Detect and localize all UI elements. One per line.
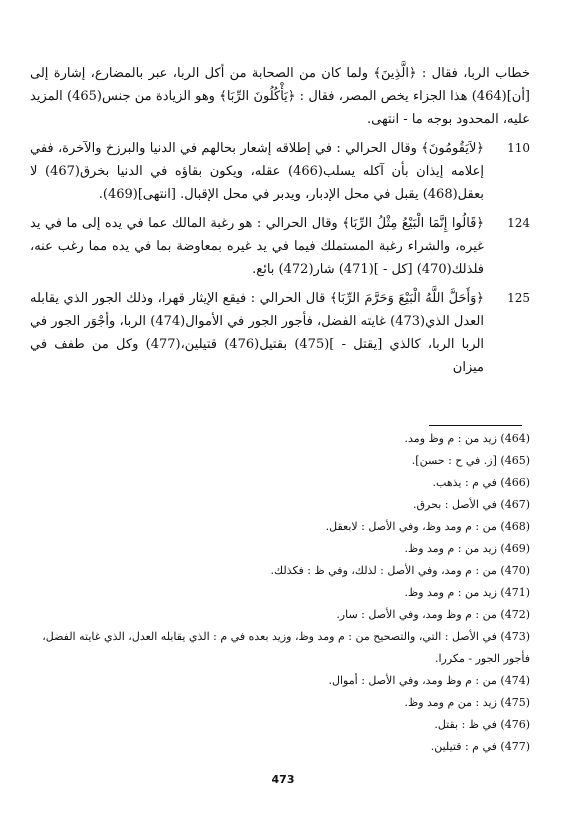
footnote [30,714,530,736]
footnote [30,538,530,560]
footnote [30,604,530,626]
footnote [30,736,530,758]
footnote-number: (469) [500,542,530,555]
footnote-text: في ظ : بقتل. [434,718,497,731]
verse-number: 124 [507,216,530,230]
footnote-text: في الأصل : بحرق. [413,498,497,511]
footnote [30,428,530,450]
footnote [30,494,530,516]
paragraph-intro [30,62,530,131]
footnote-number: (471) [500,586,530,599]
footnote-text: في الأصل : التي، والتصحيح من : م ومد وظ، وزيد بعده في م : الذي يقابله العدل، الذي غايته الفضل، فأجور الجور - مكررا. [42,630,530,665]
page-number: 473 [271,773,295,786]
footnote-text: زيد : من م ومد وظ. [404,696,497,709]
paragraph-text: ﴿قَالُوا إِنَّمَا الْبَيْعُ مِثْلُ الرِّبَا﴾ وقال الحرالي : هو رغبة المالك عما في يده إلى ما في يد غيره، والشراء رغبة المستملك فيما في يد غيره بمعاوضة بما في يده مما رغب عنه، فلذلك(470) [كل - ](471) شار(472) بائع. [30,216,484,277]
footnote [30,670,530,692]
footnote-number: (477) [500,740,530,753]
footnote-number: (468) [500,520,530,533]
footnote-number: (470) [500,564,530,577]
footnote [30,450,530,472]
footnote [30,582,530,604]
footnote [30,560,530,582]
main-text [30,62,530,385]
footnote-number: (464) [500,432,530,445]
footnote-text: في م : قتيلين. [430,740,497,753]
footnotes [30,428,530,758]
footnote-number: (467) [500,498,530,511]
footnote-text: زيد من : م ومد وظ. [404,586,497,599]
paragraph-110 [30,137,530,206]
footnote-text: من : م ومد، وفي الأصل : لذلك، وفي ظ : فكذلك. [270,564,497,577]
footnote [30,472,530,494]
paragraph-125 [30,287,530,379]
footnote-text: في م : يذهب. [432,476,497,489]
footnote [30,692,530,714]
footnote-text: من : م ومد وظ، وفي الأصل : لابعقل. [325,520,497,533]
footnote-text: زيد من : م وظ ومد. [404,432,497,445]
paragraph-text: ﴿لاَيَقُومُونَ﴾ وقال الحرالي : في إطلاقه إشعار بحالهم في الدنيا والبرزخ والآخرة، ففي إعلامه إيذان بأن آكله يسلب(466) عقله، ويكون بقاؤه في الدنيا بخرق(467) لا بعقل(468) يقبل في محل الإدبار، ويدبر في محل الإقبال. [انتهى](469). [30,141,484,202]
footnote [30,516,530,538]
footnote-number: (474) [500,674,530,687]
footnote-text: [ز. في ح : حسن]. [411,454,497,467]
paragraph-text: خطاب الربا، فقال : ﴿الَّذِينَ﴾ ولما كان من الصحابة من أكل الربا، عبر بالمضارع، إشارة إلى [أن](464) هذا الجزاء يخص المصر، فقال : ﴿يَأْكُلُونَ الرِّبَا﴾ وهو الزيادة من جنس(465) المزيد عليه، المحدود بوجه ما - انتهى. [30,66,530,127]
paragraph-124 [30,212,530,281]
footnote [30,626,530,670]
footnote-text: من : م وظ ومد، وفي الأصل : سار. [336,608,497,621]
footnote-number: (473) [500,630,530,643]
footnote-number: (466) [500,476,530,489]
footnote-text: من : م وظ ومد، وفي الأصل : أموال. [328,674,497,687]
footnote-number: (465) [500,454,530,467]
footnote-number: (472) [500,608,530,621]
footnote-number: (475) [500,696,530,709]
verse-number: 110 [507,141,530,155]
paragraph-text: ﴿وَأَحَلَّ اللَّهُ الْبَيْعَ وَحَرَّمَ الرِّبَا﴾ قال الحرالي : فيقع الإيثار قهرا، وذلك الجور الذي يقابله العدل الذي(473) غايته الفضل، فأجور الجور في الأموال(474) الربا، وأجْوَر الجور في الربا الربا، كالذي [يقتل - ](475) بقتيل(476) قتيلين،(477) وكل من طفف في ميزان [30,291,485,375]
footnote-separator [429,425,522,426]
verse-number: 125 [507,291,530,305]
footnote-number: (476) [500,718,530,731]
footnote-text: زيد من : م ومد وظ. [404,542,497,555]
